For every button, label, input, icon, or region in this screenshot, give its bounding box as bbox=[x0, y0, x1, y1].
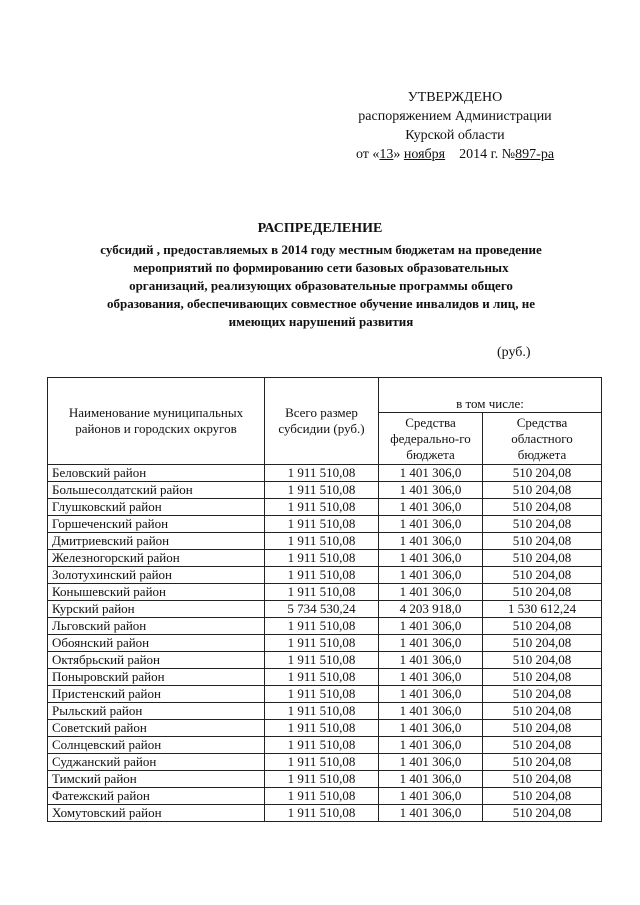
cell-total: 1 911 510,08 bbox=[265, 686, 379, 703]
table-row bbox=[48, 618, 602, 635]
cell-federal: 1 401 306,0 bbox=[379, 652, 483, 669]
cell-name: Курский район bbox=[48, 601, 265, 618]
table-row bbox=[48, 737, 602, 754]
header-regional: Средства областного бюджета bbox=[483, 413, 602, 465]
table-row bbox=[48, 499, 602, 516]
table-row bbox=[48, 686, 602, 703]
cell-total: 5 734 530,24 bbox=[265, 601, 379, 618]
cell-name: Пристенский район bbox=[48, 686, 265, 703]
approval-stamp bbox=[330, 88, 580, 164]
cell-name: Поныровский район bbox=[48, 669, 265, 686]
cell-regional: 510 204,08 bbox=[483, 465, 602, 482]
cell-federal: 1 401 306,0 bbox=[379, 754, 483, 771]
table-row bbox=[48, 533, 602, 550]
table-row bbox=[48, 601, 602, 618]
cell-federal: 1 401 306,0 bbox=[379, 516, 483, 533]
cell-federal: 1 401 306,0 bbox=[379, 686, 483, 703]
cell-federal: 1 401 306,0 bbox=[379, 567, 483, 584]
date-mid: » bbox=[393, 147, 401, 162]
table-row bbox=[48, 482, 602, 499]
header-federal: Средства федерально-го бюджета bbox=[379, 413, 483, 465]
cell-total: 1 911 510,08 bbox=[265, 737, 379, 754]
date-prefix: от « bbox=[355, 147, 380, 162]
approval-issuer: распоряжением Администрации bbox=[358, 109, 552, 124]
cell-federal: 1 401 306,0 bbox=[379, 788, 483, 805]
cell-regional: 510 204,08 bbox=[483, 516, 602, 533]
table-row bbox=[48, 754, 602, 771]
cell-name: Тимский район bbox=[48, 771, 265, 788]
cell-regional: 510 204,08 bbox=[483, 788, 602, 805]
cell-regional: 510 204,08 bbox=[483, 584, 602, 601]
approval-date bbox=[330, 145, 580, 164]
table-body bbox=[48, 465, 602, 822]
approval-region: Курской области bbox=[405, 128, 505, 143]
cell-federal: 1 401 306,0 bbox=[379, 465, 483, 482]
cell-name: Горшеченский район bbox=[48, 516, 265, 533]
cell-federal: 1 401 306,0 bbox=[379, 720, 483, 737]
cell-regional: 510 204,08 bbox=[483, 805, 602, 822]
cell-regional: 510 204,08 bbox=[483, 482, 602, 499]
date-day: 13 bbox=[379, 147, 394, 162]
cell-total: 1 911 510,08 bbox=[265, 805, 379, 822]
cell-name: Льговский район bbox=[48, 618, 265, 635]
cell-total: 1 911 510,08 bbox=[265, 516, 379, 533]
table-row bbox=[48, 584, 602, 601]
cell-total: 1 911 510,08 bbox=[265, 465, 379, 482]
cell-regional: 510 204,08 bbox=[483, 652, 602, 669]
cell-total: 1 911 510,08 bbox=[265, 669, 379, 686]
table-row bbox=[48, 805, 602, 822]
cell-regional: 510 204,08 bbox=[483, 771, 602, 788]
cell-name: Конышевский район bbox=[48, 584, 265, 601]
cell-name: Золотухинский район bbox=[48, 567, 265, 584]
cell-name: Солнцевский район bbox=[48, 737, 265, 754]
cell-federal: 1 401 306,0 bbox=[379, 499, 483, 516]
cell-regional: 510 204,08 bbox=[483, 754, 602, 771]
cell-federal: 1 401 306,0 bbox=[379, 635, 483, 652]
header-total: Всего размер субсидии (руб.) bbox=[265, 378, 379, 465]
cell-name: Фатежский район bbox=[48, 788, 265, 805]
cell-total: 1 911 510,08 bbox=[265, 550, 379, 567]
table-row bbox=[48, 771, 602, 788]
cell-name: Суджанский район bbox=[48, 754, 265, 771]
cell-regional: 510 204,08 bbox=[483, 669, 602, 686]
table-row bbox=[48, 703, 602, 720]
cell-name: Глушковский район bbox=[48, 499, 265, 516]
table-row bbox=[48, 652, 602, 669]
subsidy-table bbox=[47, 377, 602, 822]
cell-federal: 1 401 306,0 bbox=[379, 771, 483, 788]
cell-total: 1 911 510,08 bbox=[265, 482, 379, 499]
cell-name: Хомутовский район bbox=[48, 805, 265, 822]
cell-total: 1 911 510,08 bbox=[265, 499, 379, 516]
table-row bbox=[48, 788, 602, 805]
cell-name: Советский район bbox=[48, 720, 265, 737]
currency-unit: (руб.) bbox=[497, 345, 531, 360]
table-row bbox=[48, 516, 602, 533]
cell-total: 1 911 510,08 bbox=[265, 771, 379, 788]
table-row bbox=[48, 635, 602, 652]
document-subtitle: субсидий , предоставляемых в 2014 году местным бюджетам на проведение мероприятий по формированию сети базовых образовательных организаций, реализующих образовательные программы общего образования, обеспечивающих совместное обучение инвалидов и лиц, не имеющих нарушений развития bbox=[100, 242, 542, 329]
cell-total: 1 911 510,08 bbox=[265, 584, 379, 601]
date-month: ноября bbox=[403, 147, 446, 162]
cell-name: Октябрьский район bbox=[48, 652, 265, 669]
cell-federal: 1 401 306,0 bbox=[379, 737, 483, 754]
cell-federal: 1 401 306,0 bbox=[379, 482, 483, 499]
header-including: в том числе: bbox=[379, 378, 602, 413]
cell-name: Большесолдатский район bbox=[48, 482, 265, 499]
cell-total: 1 911 510,08 bbox=[265, 635, 379, 652]
cell-total: 1 911 510,08 bbox=[265, 703, 379, 720]
table-row bbox=[48, 567, 602, 584]
cell-total: 1 911 510,08 bbox=[265, 618, 379, 635]
cell-regional: 510 204,08 bbox=[483, 618, 602, 635]
table-row bbox=[48, 669, 602, 686]
cell-total: 1 911 510,08 bbox=[265, 567, 379, 584]
table-row bbox=[48, 550, 602, 567]
cell-federal: 1 401 306,0 bbox=[379, 703, 483, 720]
cell-name: Железногорский район bbox=[48, 550, 265, 567]
table-row bbox=[48, 720, 602, 737]
cell-regional: 510 204,08 bbox=[483, 635, 602, 652]
table-row bbox=[48, 465, 602, 482]
cell-total: 1 911 510,08 bbox=[265, 533, 379, 550]
approval-heading: УТВЕРЖДЕНО bbox=[407, 90, 503, 105]
cell-total: 1 911 510,08 bbox=[265, 720, 379, 737]
cell-regional: 510 204,08 bbox=[483, 737, 602, 754]
cell-regional: 510 204,08 bbox=[483, 703, 602, 720]
date-year: 2014 г. № bbox=[459, 147, 516, 162]
cell-federal: 1 401 306,0 bbox=[379, 550, 483, 567]
cell-regional: 510 204,08 bbox=[483, 720, 602, 737]
cell-total: 1 911 510,08 bbox=[265, 652, 379, 669]
cell-federal: 1 401 306,0 bbox=[379, 618, 483, 635]
cell-name: Обоянский район bbox=[48, 635, 265, 652]
document-title: РАСПРЕДЕЛЕНИЕ bbox=[257, 221, 383, 236]
cell-federal: 1 401 306,0 bbox=[379, 805, 483, 822]
header-name: Наименование муниципальных районов и городских округов bbox=[48, 378, 265, 465]
cell-federal: 1 401 306,0 bbox=[379, 533, 483, 550]
cell-regional: 1 530 612,24 bbox=[483, 601, 602, 618]
cell-regional: 510 204,08 bbox=[483, 567, 602, 584]
date-number: 897-ра bbox=[515, 147, 555, 162]
cell-name: Дмитриевский район bbox=[48, 533, 265, 550]
cell-total: 1 911 510,08 bbox=[265, 754, 379, 771]
cell-federal: 4 203 918,0 bbox=[379, 601, 483, 618]
cell-name: Рыльский район bbox=[48, 703, 265, 720]
cell-regional: 510 204,08 bbox=[483, 686, 602, 703]
cell-regional: 510 204,08 bbox=[483, 550, 602, 567]
cell-total: 1 911 510,08 bbox=[265, 788, 379, 805]
cell-federal: 1 401 306,0 bbox=[379, 669, 483, 686]
cell-regional: 510 204,08 bbox=[483, 499, 602, 516]
cell-regional: 510 204,08 bbox=[483, 533, 602, 550]
cell-federal: 1 401 306,0 bbox=[379, 584, 483, 601]
cell-name: Беловский район bbox=[48, 465, 265, 482]
